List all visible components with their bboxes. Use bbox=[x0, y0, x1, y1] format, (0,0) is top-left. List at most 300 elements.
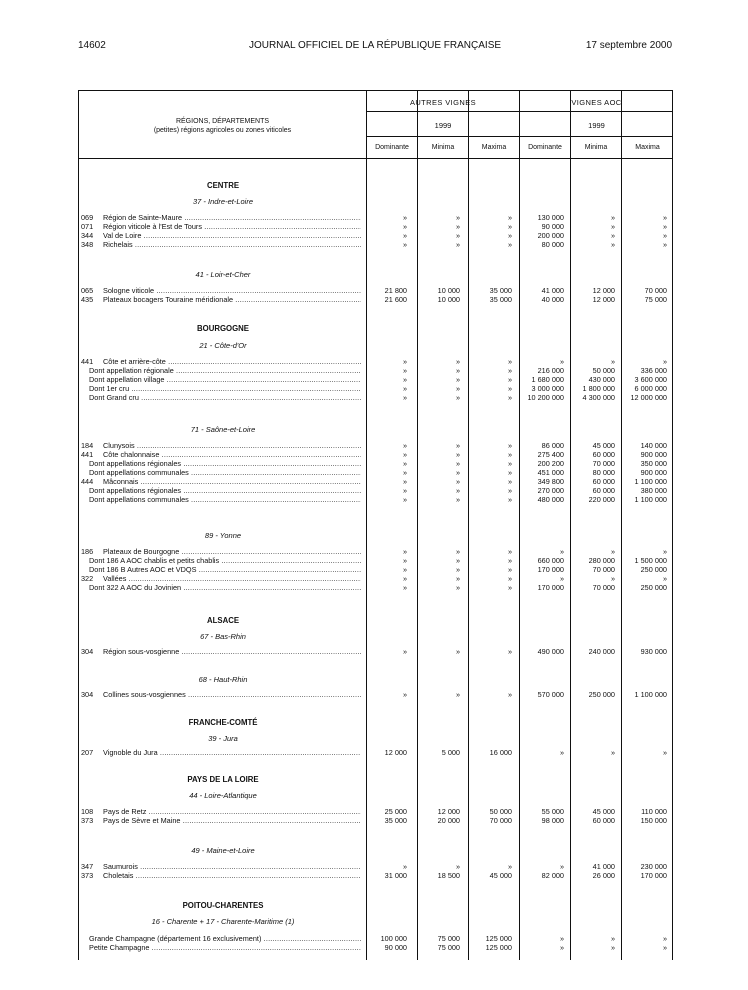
zone-code: 186 bbox=[81, 547, 94, 556]
table-row bbox=[79, 647, 674, 656]
price-cell: » bbox=[662, 574, 667, 583]
publication-date: 17 septembre 2000 bbox=[585, 40, 672, 51]
price-cell: » bbox=[507, 565, 512, 574]
price-cell: 220 000 bbox=[588, 495, 615, 504]
zone-code: 069 bbox=[81, 213, 94, 222]
zone-code: 348 bbox=[81, 240, 94, 249]
price-cell: » bbox=[402, 240, 407, 249]
price-cell: 270 000 bbox=[537, 486, 564, 495]
price-cell: 200 000 bbox=[537, 231, 564, 240]
price-cell: 12 000 000 bbox=[630, 393, 667, 402]
price-cell: » bbox=[455, 583, 460, 592]
table-row bbox=[79, 384, 674, 393]
price-cell: 45 000 bbox=[592, 441, 615, 450]
zone-code: 435 bbox=[81, 295, 94, 304]
price-cell: » bbox=[402, 213, 407, 222]
price-cell: 60 000 bbox=[592, 477, 615, 486]
price-cell: » bbox=[455, 556, 460, 565]
price-cell: » bbox=[455, 231, 460, 240]
zone-label: Clunysois ..... bbox=[103, 441, 361, 450]
zone-label: Vallées ..... bbox=[103, 574, 361, 583]
price-cell: 900 000 bbox=[640, 468, 667, 477]
zone-label: Val de Loire ..... bbox=[103, 231, 361, 240]
table-divider bbox=[367, 111, 673, 112]
price-cell: 80 000 bbox=[541, 240, 564, 249]
price-cell: 240 000 bbox=[588, 647, 615, 656]
price-cell: 3 600 000 bbox=[634, 375, 667, 384]
price-cell: 451 000 bbox=[537, 468, 564, 477]
zone-label: Dont appellations régionales ..... bbox=[89, 459, 361, 468]
column-header: Minima bbox=[584, 144, 608, 151]
price-cell: » bbox=[662, 222, 667, 231]
price-cell: » bbox=[402, 441, 407, 450]
price-cell: 660 000 bbox=[537, 556, 564, 565]
price-cell: » bbox=[507, 384, 512, 393]
price-cell: 35 000 bbox=[489, 286, 512, 295]
price-cell: » bbox=[455, 477, 460, 486]
price-cell: 12 000 bbox=[384, 748, 407, 757]
price-cell: » bbox=[559, 862, 564, 871]
price-cell: » bbox=[402, 222, 407, 231]
department-heading: 44 - Loire-Atlantique bbox=[189, 791, 257, 800]
price-cell: » bbox=[610, 934, 615, 943]
price-cell: » bbox=[402, 547, 407, 556]
price-cell: » bbox=[610, 240, 615, 249]
price-cell: 35 000 bbox=[489, 295, 512, 304]
table-row bbox=[79, 441, 674, 450]
price-cell: 80 000 bbox=[592, 468, 615, 477]
group-header-aoc: VIGNES AOC bbox=[571, 98, 622, 107]
price-cell: 12 000 bbox=[592, 286, 615, 295]
price-cell: 430 000 bbox=[588, 375, 615, 384]
price-cell: 90 000 bbox=[384, 943, 407, 952]
zone-label: Dont appellations communales ..... bbox=[89, 495, 361, 504]
price-cell: 1 800 000 bbox=[582, 384, 615, 393]
price-cell: » bbox=[507, 574, 512, 583]
price-cell: 55 000 bbox=[541, 807, 564, 816]
table-row bbox=[79, 231, 674, 240]
price-cell: » bbox=[610, 547, 615, 556]
department-heading: 71 - Saône-et-Loire bbox=[190, 425, 256, 434]
zone-label: Dont 186 A AOC chablis et petits chablis ..... bbox=[89, 556, 361, 565]
table-row bbox=[79, 565, 674, 574]
price-cell: 125 000 bbox=[485, 943, 512, 952]
price-cell: 100 000 bbox=[380, 934, 407, 943]
price-cell: » bbox=[402, 495, 407, 504]
price-cell: 98 000 bbox=[541, 816, 564, 825]
price-cell: » bbox=[402, 459, 407, 468]
zone-code: 184 bbox=[81, 441, 94, 450]
price-cell: 349 800 bbox=[537, 477, 564, 486]
table-divider bbox=[79, 158, 673, 159]
zone-label: Dont appellations communales ..... bbox=[89, 468, 361, 477]
price-cell: 336 000 bbox=[640, 366, 667, 375]
price-cell: » bbox=[455, 375, 460, 384]
price-cell: 150 000 bbox=[640, 816, 667, 825]
table-row bbox=[79, 477, 674, 486]
price-cell: 10 000 bbox=[437, 295, 460, 304]
price-cell: 70 000 bbox=[592, 583, 615, 592]
price-cell: » bbox=[455, 690, 460, 699]
price-cell: » bbox=[559, 547, 564, 556]
price-cell: » bbox=[507, 357, 512, 366]
zone-label: Collines sous-vosgiennes ..... bbox=[103, 690, 361, 699]
price-cell: 16 000 bbox=[489, 748, 512, 757]
department-heading: 37 - Indre-et-Loire bbox=[192, 197, 254, 206]
price-cell: » bbox=[402, 574, 407, 583]
price-cell: 480 000 bbox=[537, 495, 564, 504]
zone-code: 071 bbox=[81, 222, 94, 231]
price-cell: » bbox=[402, 565, 407, 574]
zone-label: Pays de Sèvre et Maine ..... bbox=[103, 816, 361, 825]
zone-label: Dont appellations régionales ..... bbox=[89, 486, 361, 495]
price-cell: 250 000 bbox=[588, 690, 615, 699]
price-cell: » bbox=[559, 934, 564, 943]
zone-label: Côte et arrière-côte ..... bbox=[103, 357, 361, 366]
price-cell: 130 000 bbox=[537, 213, 564, 222]
table-row bbox=[79, 871, 674, 880]
table-divider bbox=[367, 136, 673, 137]
price-cell: 50 000 bbox=[592, 366, 615, 375]
price-cell: 380 000 bbox=[640, 486, 667, 495]
column-header: Maxima bbox=[635, 144, 660, 151]
price-cell: 26 000 bbox=[592, 871, 615, 880]
price-cell: 41 000 bbox=[541, 286, 564, 295]
price-cell: » bbox=[507, 375, 512, 384]
zone-label: Saumurois ..... bbox=[103, 862, 361, 871]
price-cell: 570 000 bbox=[537, 690, 564, 699]
zone-label: Choletais ..... bbox=[103, 871, 361, 880]
price-cell: » bbox=[559, 943, 564, 952]
price-cell: » bbox=[455, 459, 460, 468]
price-cell: 490 000 bbox=[537, 647, 564, 656]
department-heading: 16 - Charente + 17 - Charente-Maritime (1) bbox=[151, 917, 295, 926]
price-cell: 170 000 bbox=[537, 565, 564, 574]
price-cell: » bbox=[662, 357, 667, 366]
price-cell: 90 000 bbox=[541, 222, 564, 231]
price-cell: 10 200 000 bbox=[527, 393, 564, 402]
price-cell: » bbox=[402, 556, 407, 565]
zone-code: 373 bbox=[81, 871, 94, 880]
year-header-aoc: 1999 bbox=[588, 121, 605, 130]
price-cell: 250 000 bbox=[640, 565, 667, 574]
price-cell: » bbox=[610, 231, 615, 240]
table-row bbox=[79, 547, 674, 556]
table-row bbox=[79, 295, 674, 304]
price-cell: » bbox=[455, 862, 460, 871]
region-heading: PAYS DE LA LOIRE bbox=[187, 775, 259, 784]
price-cell: » bbox=[507, 450, 512, 459]
price-cell: » bbox=[507, 441, 512, 450]
table-row bbox=[79, 366, 674, 375]
price-cell: » bbox=[402, 468, 407, 477]
zone-code: 108 bbox=[81, 807, 94, 816]
price-cell: 170 000 bbox=[537, 583, 564, 592]
price-cell: » bbox=[455, 495, 460, 504]
zone-label: Petite Champagne ..... bbox=[89, 943, 361, 952]
zone-code: 344 bbox=[81, 231, 94, 240]
zone-code: 441 bbox=[81, 450, 94, 459]
zone-code: 065 bbox=[81, 286, 94, 295]
price-cell: » bbox=[402, 366, 407, 375]
table-row bbox=[79, 574, 674, 583]
price-cell: 6 000 000 bbox=[634, 384, 667, 393]
price-cell: 25 000 bbox=[384, 807, 407, 816]
price-cell: 5 000 bbox=[441, 748, 460, 757]
price-cell: » bbox=[402, 690, 407, 699]
department-heading: 67 - Bas-Rhin bbox=[200, 632, 246, 641]
table-row bbox=[79, 486, 674, 495]
row-header-title: RÉGIONS, DÉPARTEMENTS bbox=[175, 118, 270, 125]
price-cell: » bbox=[507, 862, 512, 871]
price-cell: » bbox=[507, 459, 512, 468]
price-cell: » bbox=[402, 477, 407, 486]
price-cell: » bbox=[455, 468, 460, 477]
zone-label: Côte chalonnaise ..... bbox=[103, 450, 361, 459]
price-cell: 60 000 bbox=[592, 486, 615, 495]
price-cell: » bbox=[455, 222, 460, 231]
price-cell: » bbox=[610, 213, 615, 222]
zone-label: Plateaux de Bourgogne ..... bbox=[103, 547, 361, 556]
price-cell: 75 000 bbox=[644, 295, 667, 304]
price-cell: » bbox=[455, 565, 460, 574]
table-row bbox=[79, 375, 674, 384]
price-cell: 31 000 bbox=[384, 871, 407, 880]
price-cell: » bbox=[507, 486, 512, 495]
zone-label: Richelais ..... bbox=[103, 240, 361, 249]
price-cell: » bbox=[662, 934, 667, 943]
department-heading: 89 - Yonne bbox=[204, 531, 242, 540]
price-cell: » bbox=[507, 366, 512, 375]
price-cell: 200 200 bbox=[537, 459, 564, 468]
price-cell: 110 000 bbox=[641, 807, 667, 816]
zone-label: Dont 1er cru ..... bbox=[89, 384, 361, 393]
group-header-autres: AUTRES VIGNES bbox=[409, 98, 477, 107]
department-heading: 41 - Loir-et-Cher bbox=[195, 270, 251, 279]
price-cell: » bbox=[455, 486, 460, 495]
price-cell: » bbox=[455, 357, 460, 366]
zone-label: Dont 322 A AOC du Jovinien ..... bbox=[89, 583, 361, 592]
table-row bbox=[79, 495, 674, 504]
price-cell: 250 000 bbox=[640, 583, 667, 592]
price-cell: » bbox=[507, 213, 512, 222]
price-cell: 70 000 bbox=[592, 459, 615, 468]
table-row bbox=[79, 393, 674, 402]
price-cell: » bbox=[455, 450, 460, 459]
price-cell: » bbox=[662, 231, 667, 240]
price-cell: » bbox=[402, 862, 407, 871]
price-cell: 20 000 bbox=[437, 816, 460, 825]
price-cell: » bbox=[610, 222, 615, 231]
year-header-autres: 1999 bbox=[434, 121, 452, 130]
table-row bbox=[79, 240, 674, 249]
zone-code: 304 bbox=[81, 647, 94, 656]
price-cell: » bbox=[455, 384, 460, 393]
table-row bbox=[79, 459, 674, 468]
price-cell: 12 000 bbox=[437, 807, 460, 816]
zone-code: 444 bbox=[81, 477, 94, 486]
department-heading: 39 - Jura bbox=[208, 734, 238, 743]
price-cell: 75 000 bbox=[437, 943, 460, 952]
price-cell: 3 000 000 bbox=[531, 384, 564, 393]
price-cell: 82 000 bbox=[541, 871, 564, 880]
region-heading: FRANCHE-COMTÉ bbox=[188, 718, 258, 727]
price-cell: » bbox=[402, 583, 407, 592]
price-cell: » bbox=[610, 357, 615, 366]
department-heading: 68 - Haut-Rhin bbox=[198, 675, 248, 684]
price-cell: 60 000 bbox=[592, 450, 615, 459]
column-header: Maxima bbox=[481, 144, 507, 151]
table-row bbox=[79, 556, 674, 565]
zone-label: Grande Champagne (département 16 exclusivement) ..... bbox=[89, 934, 361, 943]
price-cell: » bbox=[507, 583, 512, 592]
price-cell: 70 000 bbox=[592, 565, 615, 574]
price-cell: 41 000 bbox=[592, 862, 615, 871]
zone-label: Région de Sainte-Maure ..... bbox=[103, 213, 361, 222]
region-heading: POITOU-CHARENTES bbox=[182, 901, 264, 910]
row-header bbox=[79, 117, 366, 135]
price-cell: » bbox=[662, 748, 667, 757]
price-cell: » bbox=[610, 943, 615, 952]
row-header-subtitle: (petites) régions agricoles ou zones viticoles bbox=[153, 127, 292, 134]
price-cell: 930 000 bbox=[640, 647, 667, 656]
price-cell: » bbox=[402, 231, 407, 240]
table-row bbox=[79, 468, 674, 477]
region-heading: CENTRE bbox=[206, 181, 240, 190]
column-header: Minima bbox=[431, 144, 455, 151]
table-row bbox=[79, 222, 674, 231]
price-cell: » bbox=[507, 240, 512, 249]
price-cell: » bbox=[455, 547, 460, 556]
column-header: Dominante bbox=[375, 144, 409, 151]
table-row bbox=[79, 934, 674, 943]
price-cell: 21 800 bbox=[384, 286, 407, 295]
price-cell: 50 000 bbox=[489, 807, 512, 816]
price-cell: 1 500 000 bbox=[634, 556, 667, 565]
page-number: 14602 bbox=[78, 40, 106, 51]
price-cell: 4 300 000 bbox=[582, 393, 615, 402]
price-cell: 280 000 bbox=[588, 556, 615, 565]
price-cell: 216 000 bbox=[537, 366, 564, 375]
zone-label: Sologne viticole ..... bbox=[103, 286, 361, 295]
region-heading: ALSACE bbox=[206, 616, 240, 625]
zone-code: 373 bbox=[81, 816, 94, 825]
price-cell: 275 400 bbox=[537, 450, 564, 459]
price-cell: 45 000 bbox=[592, 807, 615, 816]
price-cell: 12 000 bbox=[592, 295, 615, 304]
price-cell: » bbox=[507, 231, 512, 240]
page-header bbox=[78, 40, 672, 54]
zone-code: 304 bbox=[81, 690, 94, 699]
zone-label: Dont Grand cru ..... bbox=[89, 393, 361, 402]
price-cell: » bbox=[559, 357, 564, 366]
table-row bbox=[79, 748, 674, 757]
price-cell: » bbox=[507, 647, 512, 656]
department-heading: 49 - Maine-et-Loire bbox=[191, 846, 255, 855]
zone-label: Dont appellation régionale ..... bbox=[89, 366, 361, 375]
table-row bbox=[79, 286, 674, 295]
price-cell: » bbox=[455, 574, 460, 583]
price-cell: 900 000 bbox=[640, 450, 667, 459]
price-cell: 10 000 bbox=[437, 286, 460, 295]
price-cell: 1 100 000 bbox=[634, 495, 667, 504]
zone-label: Plateaux bocagers Touraine méridionale ..... bbox=[103, 295, 361, 304]
zone-label: Vignoble du Jura ..... bbox=[103, 748, 361, 757]
table-row bbox=[79, 862, 674, 871]
price-cell: » bbox=[507, 477, 512, 486]
price-cell: 350 000 bbox=[640, 459, 667, 468]
price-cell: » bbox=[455, 441, 460, 450]
price-cell: 1 680 000 bbox=[531, 375, 564, 384]
price-cell: » bbox=[402, 486, 407, 495]
price-cell: » bbox=[559, 574, 564, 583]
price-cell: » bbox=[610, 748, 615, 757]
price-cell: » bbox=[507, 547, 512, 556]
price-cell: » bbox=[402, 384, 407, 393]
price-cell: » bbox=[507, 690, 512, 699]
table-row bbox=[79, 213, 674, 222]
price-cell: » bbox=[455, 240, 460, 249]
price-cell: » bbox=[455, 393, 460, 402]
table-row bbox=[79, 943, 674, 952]
zone-label: Région sous-vosgienne ..... bbox=[103, 647, 361, 656]
price-cell: 18 500 bbox=[437, 871, 460, 880]
price-cell: 140 000 bbox=[640, 441, 667, 450]
zone-code: 441 bbox=[81, 357, 94, 366]
price-cell: 170 000 bbox=[640, 871, 667, 880]
zone-label: Pays de Retz ..... bbox=[103, 807, 361, 816]
zone-label: Mâconnais ..... bbox=[103, 477, 361, 486]
region-heading: BOURGOGNE bbox=[197, 324, 249, 333]
price-cell: 35 000 bbox=[384, 816, 407, 825]
table-row bbox=[79, 816, 674, 825]
price-cell: 70 000 bbox=[489, 816, 512, 825]
price-cell: 45 000 bbox=[489, 871, 512, 880]
price-table bbox=[78, 90, 673, 960]
price-cell: 60 000 bbox=[592, 816, 615, 825]
price-cell: » bbox=[662, 943, 667, 952]
price-cell: 70 000 bbox=[644, 286, 667, 295]
price-cell: » bbox=[455, 647, 460, 656]
price-cell: » bbox=[455, 213, 460, 222]
table-row bbox=[79, 583, 674, 592]
price-cell: 75 000 bbox=[437, 934, 460, 943]
price-cell: » bbox=[662, 213, 667, 222]
price-cell: » bbox=[402, 375, 407, 384]
price-cell: 1 100 000 bbox=[634, 690, 667, 699]
table-row bbox=[79, 450, 674, 459]
table-row bbox=[79, 357, 674, 366]
price-cell: 21 600 bbox=[384, 295, 407, 304]
column-header: Dominante bbox=[528, 144, 562, 151]
table-row bbox=[79, 807, 674, 816]
price-cell: 86 000 bbox=[541, 441, 564, 450]
price-cell: » bbox=[507, 222, 512, 231]
price-cell: » bbox=[559, 748, 564, 757]
zone-label: Dont appellation village ..... bbox=[89, 375, 361, 384]
price-cell: » bbox=[507, 468, 512, 477]
price-cell: » bbox=[402, 450, 407, 459]
price-cell: » bbox=[507, 556, 512, 565]
price-cell: » bbox=[402, 357, 407, 366]
price-cell: 1 100 000 bbox=[634, 477, 667, 486]
zone-label: Dont 186 B Autres AOC et VDQS ..... bbox=[89, 565, 361, 574]
price-cell: 125 000 bbox=[485, 934, 512, 943]
price-cell: 40 000 bbox=[541, 295, 564, 304]
price-cell: » bbox=[507, 393, 512, 402]
price-cell: » bbox=[662, 547, 667, 556]
journal-title: JOURNAL OFFICIEL DE LA RÉPUBLIQUE FRANÇAISE bbox=[248, 40, 502, 51]
